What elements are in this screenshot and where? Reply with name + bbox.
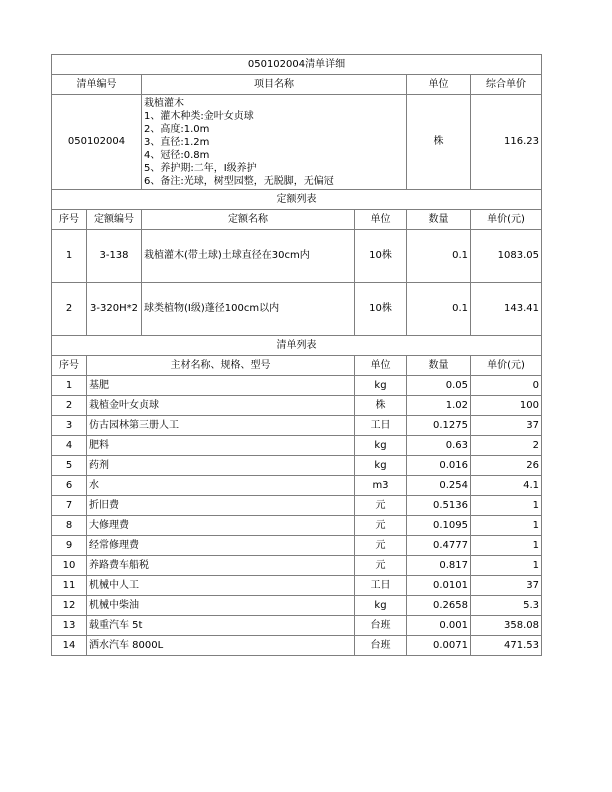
- item-price-header: 综合单价: [471, 75, 542, 95]
- material-name: 经常修理费: [87, 536, 355, 556]
- material-row: [52, 496, 542, 516]
- quota-name: 球类植物(I级)蓬径100cm以内: [142, 283, 355, 336]
- material-qty-header: 数量: [407, 356, 471, 376]
- item-desc-line: 1、灌木种类:金叶女贞球: [144, 110, 254, 122]
- quota-unit-price: 1083.05: [471, 230, 542, 283]
- material-unit-price: 1: [471, 516, 542, 536]
- material-qty: 0.254: [407, 476, 471, 496]
- material-seq: 1: [52, 376, 87, 396]
- material-qty: 0.05: [407, 376, 471, 396]
- material-seq: 5: [52, 456, 87, 476]
- material-unit: 工日: [355, 576, 407, 596]
- material-unit: 元: [355, 556, 407, 576]
- item-desc-line: 5、养护期:二年，Ⅰ级养护: [144, 162, 257, 174]
- material-unit-price: 26: [471, 456, 542, 476]
- item-code-header: 清单编号: [52, 75, 142, 95]
- item-price: 116.23: [471, 95, 542, 190]
- material-unit-price: 2: [471, 436, 542, 456]
- material-qty: 0.5136: [407, 496, 471, 516]
- quota-qty: 0.1: [407, 230, 471, 283]
- material-unit-price: 4.1: [471, 476, 542, 496]
- item-header-row: [52, 75, 542, 95]
- material-name: 载重汽车 5t: [87, 616, 355, 636]
- sheet-title: 050102004清单详细: [52, 55, 542, 75]
- material-unit: kg: [355, 436, 407, 456]
- material-qty: 1.02: [407, 396, 471, 416]
- material-qty: 0.001: [407, 616, 471, 636]
- material-unit: 台班: [355, 636, 407, 656]
- title-row: [52, 55, 542, 75]
- material-unit: kg: [355, 456, 407, 476]
- quota-section-row: [52, 190, 542, 210]
- material-name: 洒水汽车 8000L: [87, 636, 355, 656]
- material-unit: 台班: [355, 616, 407, 636]
- material-name: 养路费车船税: [87, 556, 355, 576]
- material-qty: 0.1095: [407, 516, 471, 536]
- material-name: 大修理费: [87, 516, 355, 536]
- material-seq: 11: [52, 576, 87, 596]
- material-seq: 7: [52, 496, 87, 516]
- quota-row: [52, 283, 542, 336]
- item-desc-line: 3、直径:1.2m: [144, 136, 210, 148]
- material-name: 水: [87, 476, 355, 496]
- material-name: 折旧费: [87, 496, 355, 516]
- item-desc-line: 4、冠径:0.8m: [144, 149, 210, 161]
- material-row: [52, 376, 542, 396]
- material-unit-price: 37: [471, 416, 542, 436]
- material-qty: 0.2658: [407, 596, 471, 616]
- material-unit-price: 1: [471, 556, 542, 576]
- material-qty: 0.1275: [407, 416, 471, 436]
- material-seq: 3: [52, 416, 87, 436]
- material-row: [52, 456, 542, 476]
- item-unit: 株: [407, 95, 471, 190]
- material-qty: 0.0071: [407, 636, 471, 656]
- item-desc-line: 栽植灌木: [144, 97, 184, 109]
- item-description: [142, 95, 407, 190]
- quota-unit: 10株: [355, 230, 407, 283]
- quota-seq-header: 序号: [52, 210, 87, 230]
- material-unit: m3: [355, 476, 407, 496]
- material-name: 机械中人工: [87, 576, 355, 596]
- material-unit: 工日: [355, 416, 407, 436]
- material-seq: 4: [52, 436, 87, 456]
- material-unit-price: 1: [471, 496, 542, 516]
- material-seq: 8: [52, 516, 87, 536]
- material-seq-header: 序号: [52, 356, 87, 376]
- item-desc-line: 2、高度:1.0m: [144, 123, 210, 135]
- quota-name-header: 定额名称: [142, 210, 355, 230]
- material-row: [52, 436, 542, 456]
- material-qty: 0.016: [407, 456, 471, 476]
- material-row: [52, 576, 542, 596]
- material-qty: 0.63: [407, 436, 471, 456]
- quota-section-title: 定额列表: [52, 190, 542, 210]
- material-unit: kg: [355, 596, 407, 616]
- quota-code-header: 定额编号: [87, 210, 142, 230]
- material-seq: 12: [52, 596, 87, 616]
- material-row: [52, 636, 542, 656]
- material-unit-price: 100: [471, 396, 542, 416]
- item-code: 050102004: [52, 95, 142, 190]
- material-row: [52, 536, 542, 556]
- item-row: [52, 95, 542, 190]
- material-name: 基肥: [87, 376, 355, 396]
- material-unit: 元: [355, 496, 407, 516]
- quota-unit: 10株: [355, 283, 407, 336]
- quota-header-row: [52, 210, 542, 230]
- material-row: [52, 416, 542, 436]
- material-unit-price: 1: [471, 536, 542, 556]
- material-unit-header: 单位: [355, 356, 407, 376]
- quota-qty-header: 数量: [407, 210, 471, 230]
- material-seq: 2: [52, 396, 87, 416]
- quota-code: 3-320H*2: [87, 283, 142, 336]
- material-seq: 9: [52, 536, 87, 556]
- material-name: 药剂: [87, 456, 355, 476]
- material-header-row: [52, 356, 542, 376]
- quota-unit-price: 143.41: [471, 283, 542, 336]
- material-qty: 0.817: [407, 556, 471, 576]
- quota-name: 栽植灌木(带土球)土球直径在30cm内: [142, 230, 355, 283]
- material-seq: 13: [52, 616, 87, 636]
- material-unit: 元: [355, 516, 407, 536]
- material-row: [52, 476, 542, 496]
- material-unit: 元: [355, 536, 407, 556]
- material-row: [52, 396, 542, 416]
- material-name: 仿古园林第三册人工: [87, 416, 355, 436]
- item-name-header: 项目名称: [142, 75, 407, 95]
- material-seq: 14: [52, 636, 87, 656]
- quota-unit-price-header: 单价(元): [471, 210, 542, 230]
- material-row: [52, 616, 542, 636]
- material-section-title: 清单列表: [52, 336, 542, 356]
- quota-qty: 0.1: [407, 283, 471, 336]
- quota-code: 3-138: [87, 230, 142, 283]
- material-unit: kg: [355, 376, 407, 396]
- material-unit-price-header: 单价(元): [471, 356, 542, 376]
- bill-detail-sheet: [51, 54, 541, 656]
- material-seq: 6: [52, 476, 87, 496]
- material-qty: 0.4777: [407, 536, 471, 556]
- quota-unit-header: 单位: [355, 210, 407, 230]
- quota-row: [52, 230, 542, 283]
- material-name: 栽植金叶女贞球: [87, 396, 355, 416]
- material-unit-price: 0: [471, 376, 542, 396]
- material-seq: 10: [52, 556, 87, 576]
- material-row: [52, 516, 542, 536]
- material-name-header: 主材名称、规格、型号: [87, 356, 355, 376]
- material-unit-price: 358.08: [471, 616, 542, 636]
- material-row: [52, 556, 542, 576]
- quota-seq: 1: [52, 230, 87, 283]
- material-row: [52, 596, 542, 616]
- material-unit-price: 5.3: [471, 596, 542, 616]
- item-unit-header: 单位: [407, 75, 471, 95]
- material-qty: 0.0101: [407, 576, 471, 596]
- material-unit-price: 471.53: [471, 636, 542, 656]
- material-name: 肥料: [87, 436, 355, 456]
- quota-seq: 2: [52, 283, 87, 336]
- material-unit-price: 37: [471, 576, 542, 596]
- bill-detail-table: [51, 54, 542, 656]
- material-section-row: [52, 336, 542, 356]
- item-desc-line: 6、备注:光球，树型园整，无脱脚，无偏冠: [144, 175, 334, 187]
- material-unit: 株: [355, 396, 407, 416]
- material-name: 机械中柴油: [87, 596, 355, 616]
